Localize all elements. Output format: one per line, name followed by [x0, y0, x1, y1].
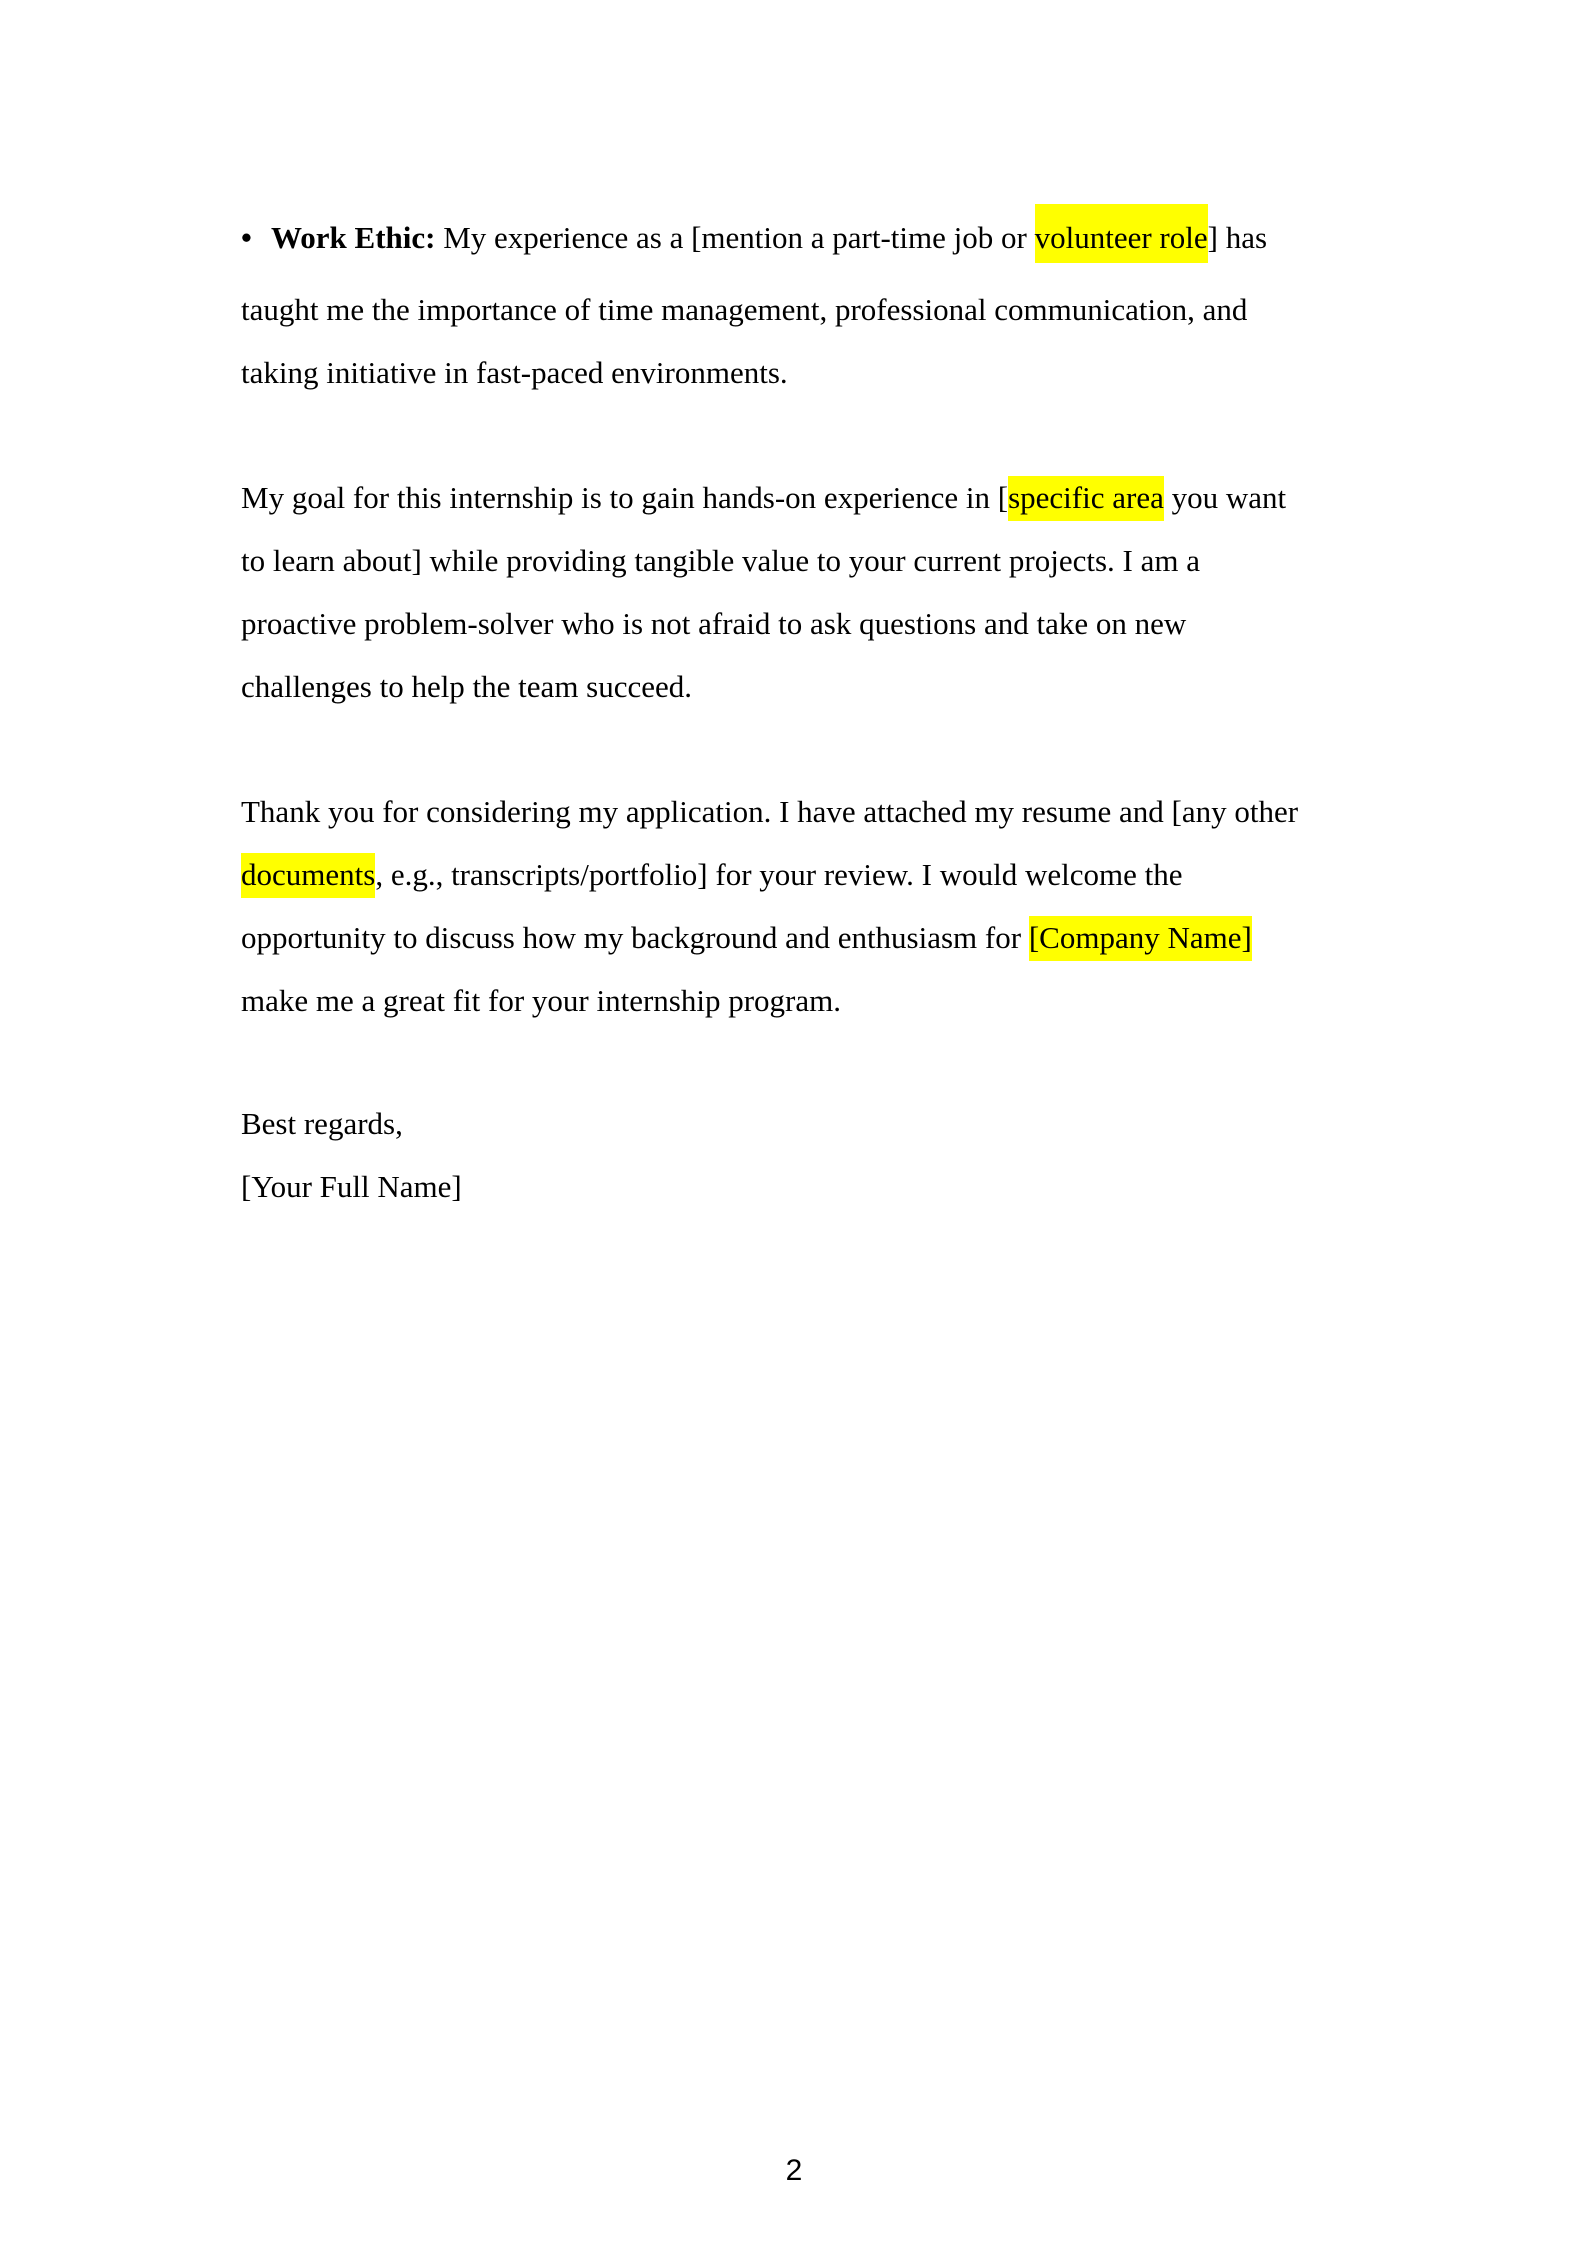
paragraph-goal-line-4: challenges to help the team succeed. [241, 669, 693, 704]
closing-block [241, 1092, 1361, 1218]
highlight-specific-area: specific area [1008, 476, 1164, 521]
thanks-text-post: , e.g., transcripts/portfolio] for your review. I would welcome the [375, 857, 1183, 892]
goal-text-pre: My goal for this internship is to gain hands-on experience in [ [241, 480, 1009, 515]
thanks-text-pre: opportunity to discuss how my background and enthusiasm for [241, 920, 1029, 955]
goal-text-post: you want [1163, 480, 1287, 515]
paragraph-thanks-line-3 [241, 906, 1361, 969]
highlight-company-name: [Company Name] [1029, 916, 1252, 961]
paragraph-thanks-line-4: make me a great fit for your internship program. [241, 983, 841, 1018]
paragraph-goal-line-2: to learn about] while providing tangible value to your current projects. I am a [241, 543, 1200, 578]
bullet-line-2: taught me the importance of time management, professional communication, and [241, 292, 1248, 327]
bullet-line-3: taking initiative in fast-paced environments. [241, 355, 788, 390]
bullet-work-ethic [241, 206, 1361, 404]
bullet-marker: • [241, 220, 252, 255]
closing-name: [Your Full Name] [241, 1169, 462, 1204]
page-number: 2 [785, 2154, 803, 2187]
highlight-documents: documents [241, 853, 375, 898]
bullet-line-1 [241, 206, 1361, 278]
paragraph-thanks [241, 780, 1361, 1032]
bullet-text-pre: My experience as a [mention a part-time job or [435, 220, 1035, 255]
paragraph-goal-line-1 [241, 466, 1361, 529]
paragraph-goal-line-3: proactive problem-solver who is not afraid to ask questions and take on new [241, 606, 1187, 641]
paragraph-thanks-line-1: Thank you for considering my application. I have attached my resume and [any other [241, 794, 1299, 829]
highlight-volunteer-role: volunteer role [1035, 204, 1208, 263]
paragraph-thanks-line-2 [241, 843, 1361, 906]
bullet-text-post: ] has [1207, 220, 1268, 255]
closing-salutation: Best regards, [241, 1106, 403, 1141]
bullet-label: Work Ethic: [271, 220, 436, 255]
paragraph-goal [241, 466, 1361, 718]
